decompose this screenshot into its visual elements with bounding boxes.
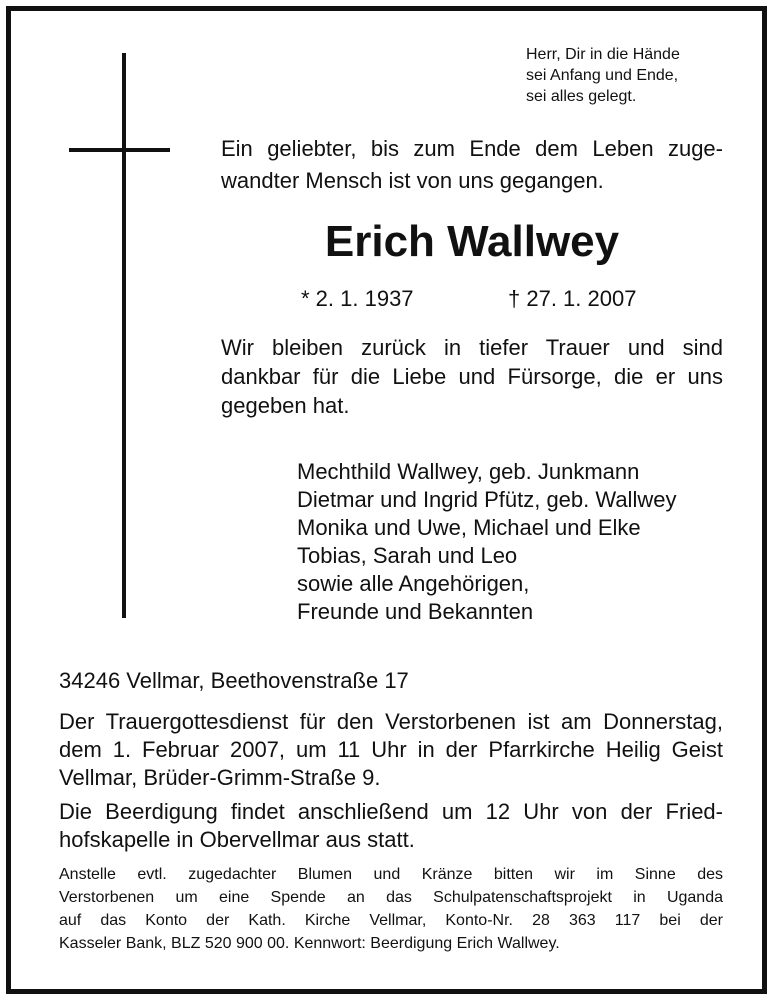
donation-line: auf das Konto der Kath. Kirche Vellmar, Konto-Nr. 28 363 117 bei der — [59, 912, 723, 929]
bible-verse — [526, 44, 680, 107]
mourner-line: Dietmar und Ingrid Pfütz, geb. Wallwey — [297, 487, 677, 512]
mourning-text — [221, 333, 723, 420]
mourners-list — [297, 458, 676, 626]
cross-icon-horizontal — [69, 148, 170, 152]
mourning-line: gegeben hat. — [221, 393, 350, 418]
birth-date: * 2. 1. 1937 — [301, 286, 414, 311]
intro-text — [221, 133, 723, 197]
family-address: 34246 Vellmar, Beethovenstraße 17 — [59, 668, 409, 693]
mourner-line: Mechthild Wallwey, geb. Junkmann — [297, 459, 640, 484]
burial-line: hofskapelle in Obervellmar aus statt. — [59, 827, 415, 852]
obituary-frame — [6, 6, 767, 994]
death-date: † 27. 1. 2007 — [508, 286, 637, 311]
mourning-line: Wir bleiben zurück in tiefer Trauer und sind — [221, 335, 723, 360]
service-line: dem 1. Februar 2007, um 11 Uhr in der Pfarrkirche Heilig Geist — [59, 737, 723, 762]
service-line: Der Trauergottesdienst für den Verstorbenen ist am Donnerstag, — [59, 709, 723, 734]
mourning-line: dankbar für die Liebe und Fürsorge, die er uns — [221, 364, 723, 389]
service-line: Vellmar, Brüder-Grimm-Straße 9. — [59, 765, 381, 790]
donation-line: Anstelle evtl. zugedachter Blumen und Kränze bitten wir im Sinne des — [59, 866, 723, 883]
donation-note — [59, 863, 723, 955]
cross-icon-vertical — [122, 53, 126, 618]
deceased-name: Erich Wallwey — [324, 217, 620, 266]
donation-line: Verstorbenen um eine Spende an das Schulpatenschaftsprojekt in Uganda — [59, 889, 723, 906]
funeral-service-text — [59, 708, 723, 792]
mourner-line: Freunde und Bekannten — [297, 599, 534, 624]
verse-line: Herr, Dir in die Hände — [526, 46, 680, 63]
mourner-line: Tobias, Sarah und Leo — [297, 543, 518, 568]
burial-text — [59, 798, 723, 854]
intro-line: wandter Mensch ist von uns gegangen. — [221, 168, 604, 193]
verse-line: sei alles gelegt. — [526, 88, 637, 105]
mourner-line: Monika und Uwe, Michael und Elke — [297, 515, 641, 540]
donation-line: Kasseler Bank, BLZ 520 900 00. Kennwort: Beerdigung Erich Wallwey. — [59, 935, 560, 952]
intro-line: Ein geliebter, bis zum Ende dem Leben zuge- — [221, 136, 723, 161]
mourner-line: sowie alle Angehörigen, — [297, 571, 530, 596]
verse-line: sei Anfang und Ende, — [526, 67, 679, 84]
burial-line: Die Beerdigung findet anschließend um 12 Uhr von der Fried- — [59, 799, 723, 824]
